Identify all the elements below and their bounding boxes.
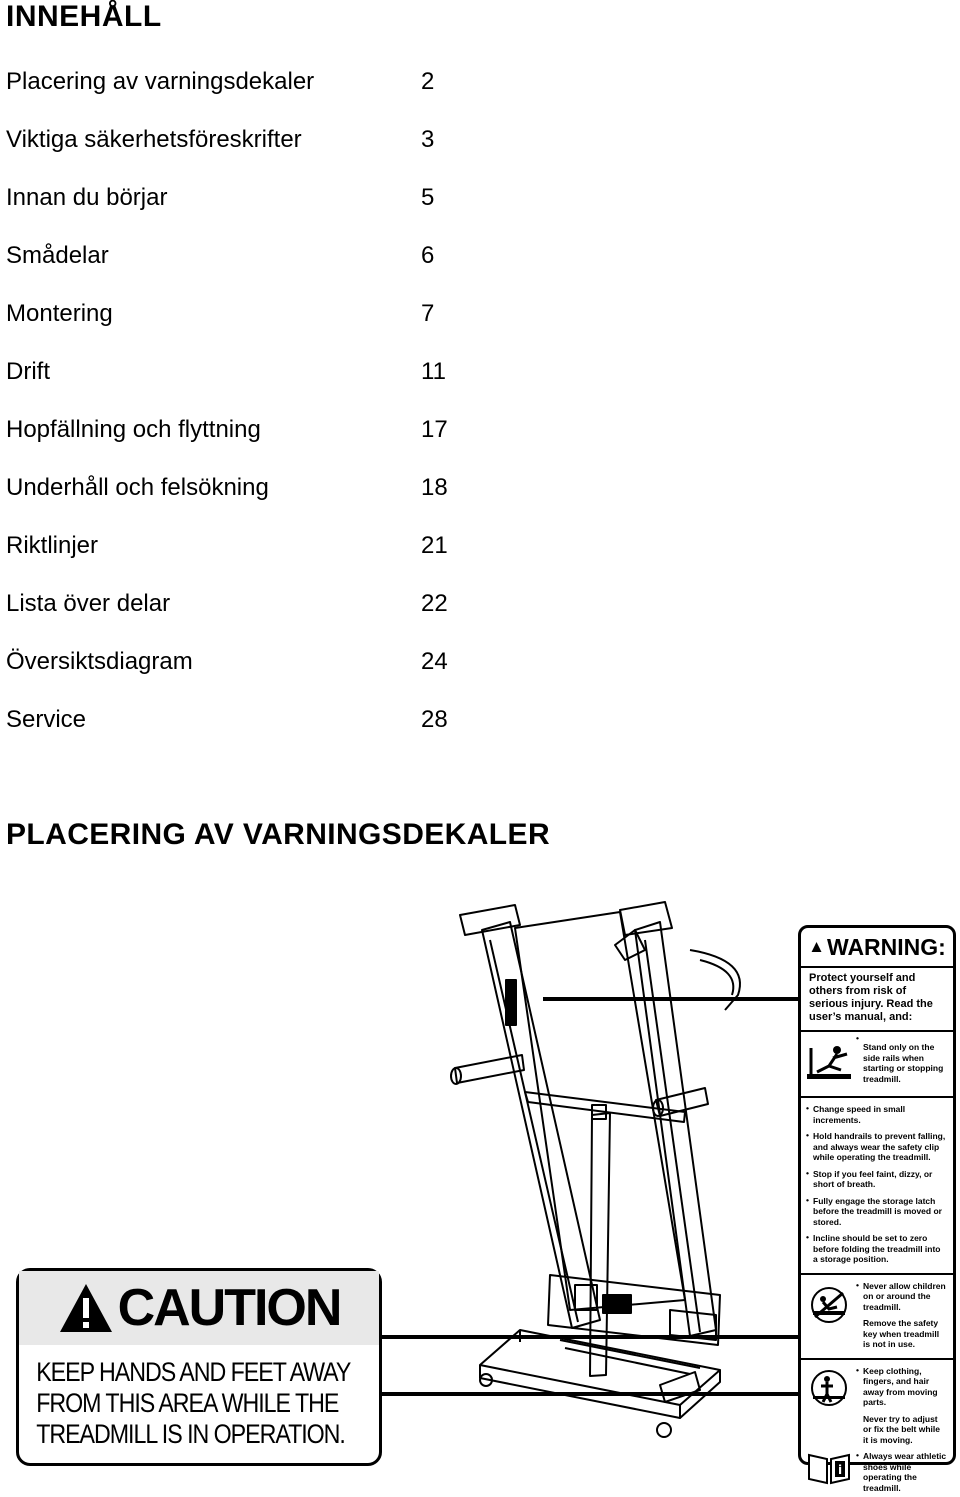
toc-item-label: Drift [6, 358, 50, 385]
toc-item-page: 3 [421, 126, 435, 153]
contents-title: INNEHÅLL [6, 0, 162, 33]
toc-item[interactable] [6, 648, 456, 678]
toc-item-label: Hopfällning och flyttning [6, 416, 261, 443]
toc-item-page: 21 [421, 532, 448, 559]
divider [801, 1273, 953, 1275]
toc-item-label: Översiktsdiagram [6, 648, 193, 675]
caution-pointer-line-bottom [382, 1392, 800, 1396]
toc-item-page: 11 [421, 358, 446, 385]
divider [801, 1096, 953, 1098]
toc-item[interactable] [6, 358, 456, 388]
warning-item: • Incline should be set to zero before folding the treadmill into a storage position. [801, 1231, 953, 1269]
toc-item-label: Montering [6, 300, 113, 327]
toc-item-page: 17 [421, 416, 448, 443]
warning-decal [798, 925, 956, 1493]
toc-item-label: Smådelar [6, 242, 109, 269]
toc-item-page: 7 [421, 300, 435, 327]
side-rail-person-icon [807, 1044, 851, 1080]
toc-item-page: 22 [421, 590, 448, 617]
warning-heading [801, 928, 953, 968]
warning-item-text: • Keep clothing, fingers, and hair away from moving parts. [863, 1365, 938, 1407]
toc-item-label: Viktiga säkerhetsföreskrifter [6, 126, 302, 153]
toc-item-page: 18 [421, 474, 448, 501]
toc-item-page: 2 [421, 68, 435, 95]
toc-item[interactable] [6, 416, 456, 446]
toc-item-label: Riktlinjer [6, 532, 99, 559]
warning-item-text: Remove the safety key when treadmill is not in use. [863, 1318, 940, 1349]
svg-text:i: • i [837, 1463, 843, 1477]
warning-item: • Fully engage the storage latch before the treadmill is moved or stored. [801, 1194, 953, 1232]
warning-item: • Change speed in small increments. [801, 1102, 953, 1129]
toc-item-label: Innan du börjar [6, 184, 168, 211]
caution-heading-text: CAUTION [117, 1279, 341, 1337]
toc-item-label: Placering av varningsdekaler [6, 68, 315, 95]
toc-item[interactable] [6, 126, 456, 156]
caution-line: KEEP HANDS AND FEET AWAY [36, 1357, 351, 1387]
toc-item-page: 6 [421, 242, 435, 269]
warning-heading-text: WARNING: [827, 933, 946, 960]
warning-intro: Protect yourself and others from risk of serious injury. Read the user’s manual, and: [801, 968, 953, 1032]
toc-item[interactable] [6, 474, 456, 504]
warning-list [801, 1032, 953, 1497]
toc-item[interactable] [6, 706, 456, 736]
toc-item[interactable] [6, 300, 456, 330]
caution-line: TREADMILL IS IN OPERATION. [36, 1419, 345, 1449]
toc-item[interactable] [6, 242, 456, 272]
warning-item-text: Never try to adjust or fix the belt while it is moving. [863, 1413, 940, 1445]
section-title: PLACERING AV VARNINGSDEKALER [6, 818, 551, 851]
divider [801, 1358, 953, 1360]
caution-triangle-icon [58, 1282, 114, 1334]
warning-item [801, 1364, 953, 1450]
caution-line: FROM THIS AREA WHILE THE [36, 1388, 339, 1418]
caution-heading [19, 1271, 379, 1345]
toc-item-page: 28 [421, 706, 448, 733]
child-treadmill-icon [807, 1287, 851, 1323]
toc-item-label: Service [6, 706, 87, 733]
toc-item[interactable] [6, 532, 456, 562]
moving-parts-icon [807, 1370, 851, 1406]
caution-message [19, 1345, 394, 1450]
warning-item [801, 1279, 953, 1354]
toc-item[interactable] [6, 590, 456, 620]
warning-item [801, 1449, 953, 1497]
warning-item: • Stop if you feel faint, dizzy, or short of breath. [801, 1167, 953, 1194]
warning-triangle-icon: ▲ [808, 937, 825, 956]
caution-pointer-line-top [382, 1335, 800, 1339]
warning-item [801, 1032, 953, 1092]
toc-item-label: Underhåll och felsökning [6, 474, 269, 501]
warning-item: • Hold handrails to prevent falling, and always wear the safety clip while operating the treadmill. [801, 1129, 953, 1167]
toc-item-label: Lista över delar [6, 590, 171, 617]
manual-info-icon [807, 1449, 851, 1485]
caution-decal [16, 1268, 382, 1466]
warning-item-text: • Never allow children on or around the treadmill. [863, 1280, 946, 1312]
warning-item-text: Stand only on the side rails when starting or stopping treadmill. [863, 1042, 944, 1084]
warning-item-text: Always wear athletic shoes while operating the treadmill. [863, 1451, 947, 1493]
toc-item-page: 24 [421, 648, 448, 675]
treadmill-illustration [420, 900, 730, 1450]
toc-item[interactable] [6, 68, 456, 98]
warning-pointer-line [543, 997, 800, 1001]
toc-item[interactable] [6, 184, 456, 214]
toc-item-page: 5 [421, 184, 435, 211]
